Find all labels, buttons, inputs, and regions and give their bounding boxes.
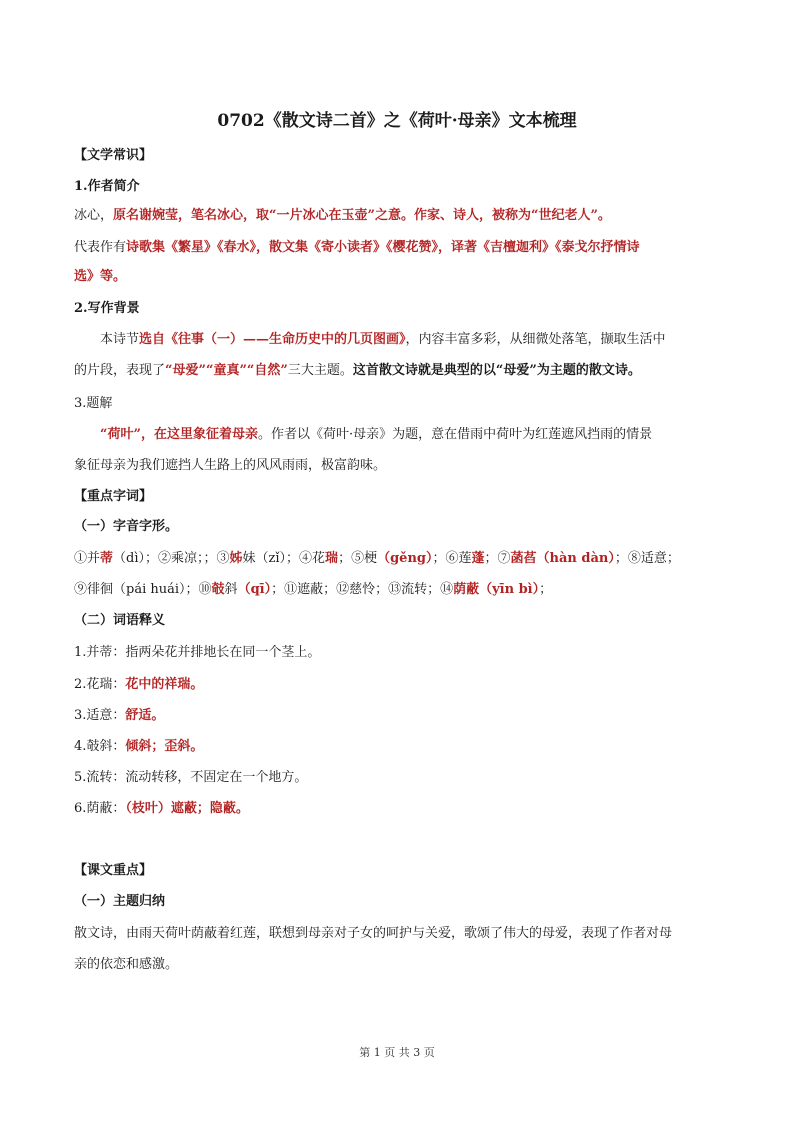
text: 代表作有 <box>74 240 127 255</box>
author-intro-line-3: 选》等。 <box>74 269 127 284</box>
pronunciation-line-2 <box>74 581 734 599</box>
highlight-text: 瑞 <box>325 551 339 566</box>
text: ；⑧适意； <box>614 551 680 566</box>
highlight-text: 姊 <box>229 551 243 566</box>
subheading-pronunciation: （一）字音字形。 <box>74 519 179 534</box>
subheading-author-intro: 1.作者简介 <box>74 179 140 194</box>
text: ；⑪遮蔽；⑫慈怜；⑬流转；⑭ <box>271 582 454 597</box>
text: （dì）；②乘凉；；③ <box>113 551 230 566</box>
highlight-text: 蒂 <box>100 551 114 566</box>
meaning-item <box>74 707 734 725</box>
text: 2.花瑞： <box>74 677 126 692</box>
text: 妹（zǐ）；④花 <box>242 551 326 566</box>
highlight-text: 舒适。 <box>125 708 165 723</box>
text: 3.适意： <box>74 708 126 723</box>
highlight-text: 倾斜；歪斜。 <box>125 739 204 754</box>
meaning-item <box>74 738 734 756</box>
text: 。作者以《荷叶·母亲》为题，意在借雨中荷叶为红莲遮风挡雨的情景 <box>257 427 653 442</box>
subheading-theme: （一）主题归纳 <box>74 894 166 909</box>
meaning-item <box>74 676 734 694</box>
text: ； <box>539 582 553 597</box>
meaning-item <box>74 800 734 818</box>
background-line-2 <box>74 362 734 380</box>
text: 本诗节 <box>100 332 140 347</box>
page-title: 0702《散文诗二首》之《荷叶·母亲》文本梳理 <box>217 111 577 131</box>
page-footer: 第 1 页 共 3 页 <box>359 1046 435 1059</box>
title-explanation-line-2: 象征母亲为我们遮挡人生路上的风风雨雨，极富韵味。 <box>74 458 387 473</box>
background-line-1 <box>74 331 734 349</box>
highlight-text: 菡萏（hàn dàn） <box>510 551 615 566</box>
section-heading-key-words: 【重点字词】 <box>74 489 153 504</box>
subheading-title-explanation: 3.题解 <box>74 396 113 411</box>
text: ，内容丰富多彩，从细微处落笔，撷取生活中 <box>405 332 666 347</box>
author-intro-line-2 <box>74 239 734 257</box>
subheading-word-meanings: （二）词语释义 <box>74 613 166 628</box>
section-heading-literary-knowledge: 【文学常识】 <box>74 148 153 163</box>
highlight-text: 诗歌集《繁星》《春水》，散文集《寄小读者》《樱花赞》，译著《吉檀迦利》《泰戈尔抒情诗 <box>126 240 640 255</box>
text: ；⑤梗 <box>338 551 378 566</box>
meaning-item: 5.流转：流动转移，不固定在一个地方。 <box>74 770 308 785</box>
text: ⑨徘徊（pái huái）；⑩ <box>74 582 212 597</box>
highlight-text: 选自《往事（一）——生命历史中的几页图画》 <box>139 332 406 347</box>
text: ；⑦ <box>484 551 511 566</box>
text: 4.攲斜： <box>74 739 126 754</box>
highlight-text: 荫蔽（yīn bì） <box>453 582 540 597</box>
theme-line-1: 散文诗，由雨天荷叶荫蔽着红莲，联想到母亲对子女的呵护与关爱，歌颂了伟大的母爱，表现了作者对母 <box>74 926 673 941</box>
pronunciation-line-1 <box>74 550 734 568</box>
text: 斜 <box>224 582 238 597</box>
text: ；⑥莲 <box>432 551 472 566</box>
text: 的片段，表现了 <box>74 363 166 378</box>
highlight-text: （qī） <box>237 582 272 597</box>
highlight-text: “母爱”“童真”“自然” <box>165 363 288 378</box>
highlight-text: “荷叶”，在这里象征着母亲 <box>100 427 258 442</box>
highlight-text: 原名谢婉莹，笔名冰心，取“一片冰心在玉壶”之意。作家、诗人，被称为“世纪老人”。 <box>113 208 611 223</box>
theme-line-2: 亲的依恋和感激。 <box>74 957 179 972</box>
highlight-text: 花中的祥瑞。 <box>125 677 204 692</box>
bold-text: 这首散文诗就是典型的以“母爱”为主题的散文诗。 <box>352 363 641 378</box>
highlight-text: 蓬 <box>471 551 485 566</box>
title-explanation-line-1 <box>74 426 734 444</box>
highlight-text: （枝叶）遮蔽；隐蔽。 <box>125 801 249 816</box>
text: 冰心， <box>74 208 114 223</box>
highlight-text: （gěng） <box>377 551 433 566</box>
text: ①并 <box>74 551 101 566</box>
highlight-text: 攲 <box>211 582 225 597</box>
meaning-item: 1.并蒂：指两朵花并排地长在同一个茎上。 <box>74 645 321 660</box>
subheading-background: 2.写作背景 <box>74 301 140 316</box>
section-heading-lesson-focus: 【课文重点】 <box>74 863 153 878</box>
author-intro-line-1 <box>74 207 734 225</box>
text: 6.荫蔽： <box>74 801 126 816</box>
text: 三大主题。 <box>287 363 353 378</box>
